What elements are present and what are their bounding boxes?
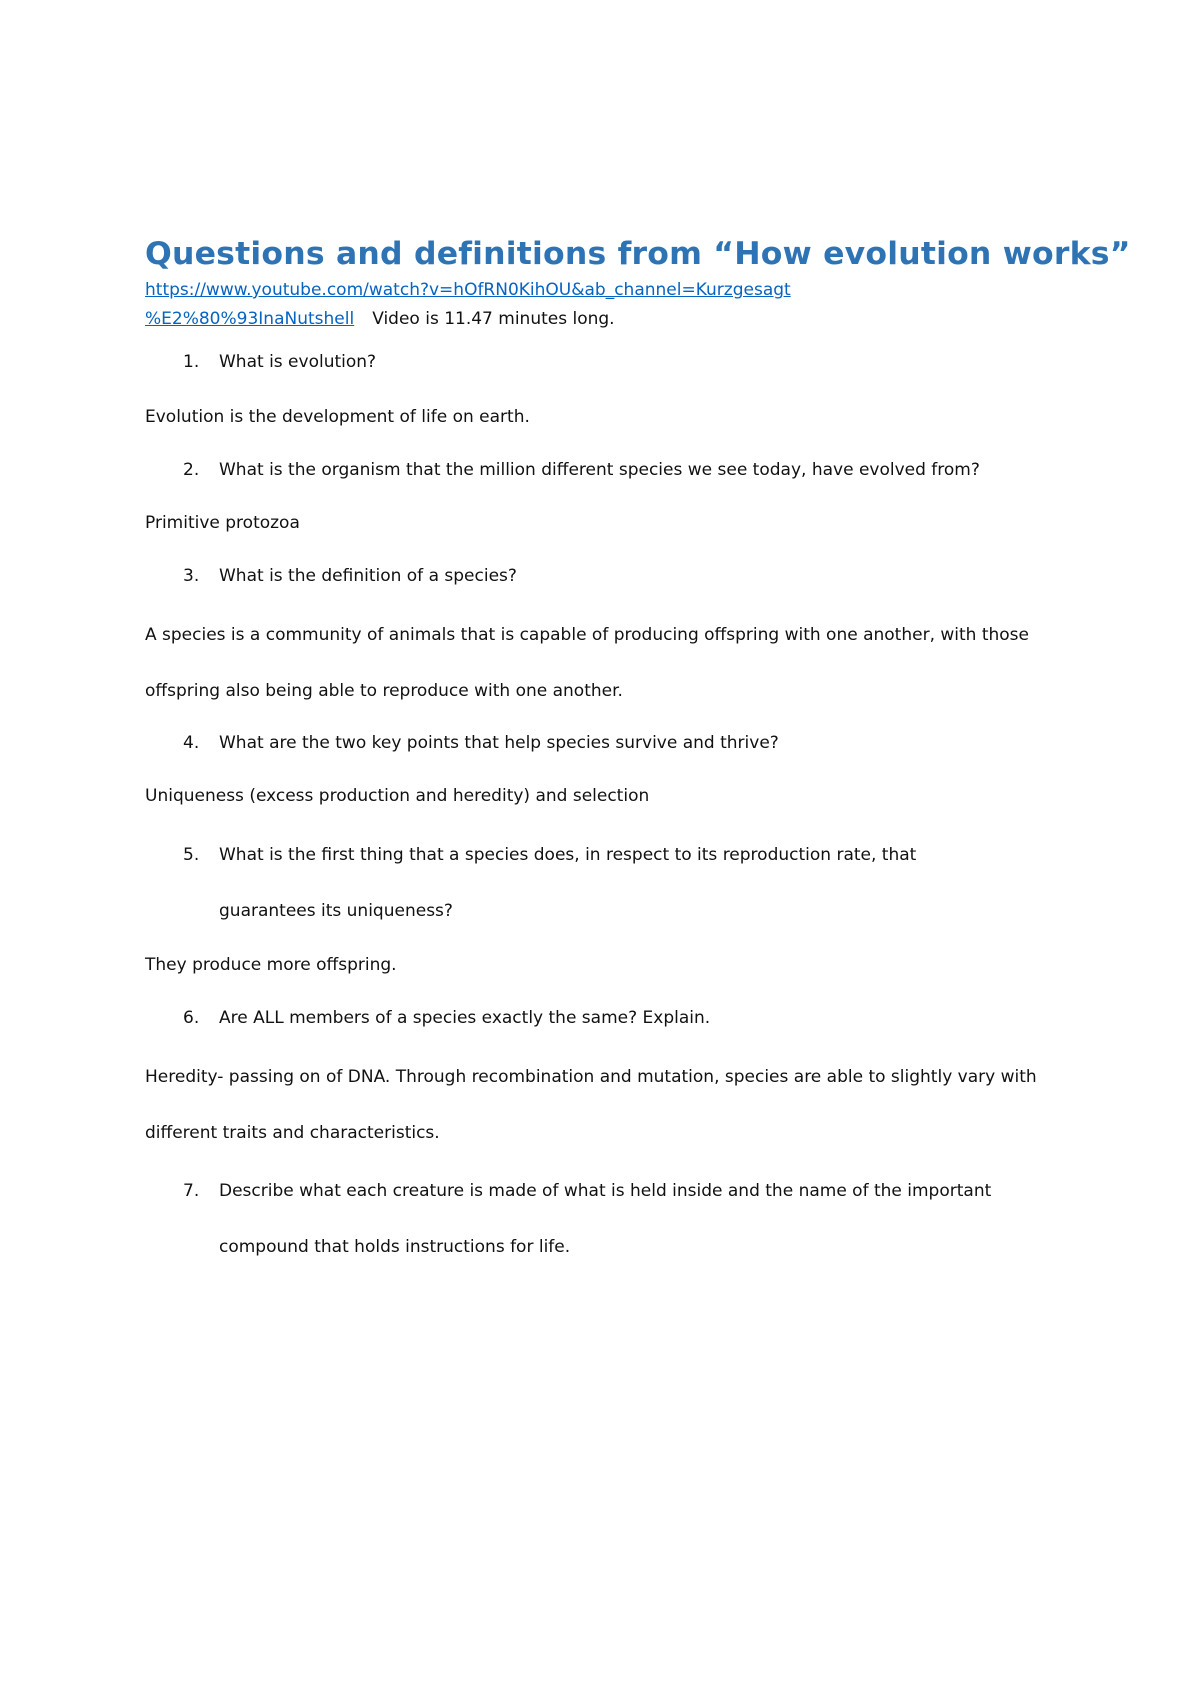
answer-2: Primitive protozoa: [145, 513, 300, 533]
question-number: 2.: [183, 460, 200, 480]
document-body: [145, 232, 1131, 1275]
question-1: [145, 342, 1065, 382]
question-number: 5.: [183, 845, 200, 865]
answer-5: They produce more offspring.: [145, 955, 397, 975]
document-title: Questions and definitions from “How evolution works”: [145, 236, 1131, 272]
answer-4: Uniqueness (excess production and heredity) and selection: [145, 786, 650, 806]
question-6: [145, 996, 1065, 1040]
question-text: What is the first thing that a species does, in respect to its reproduction rate, that guarantees its uniqueness?: [219, 845, 917, 921]
answer-6: Heredity- passing on of DNA. Through recombination and mutation, species are able to slightly vary with different traits and characteristics.: [145, 1067, 1037, 1143]
question-5: [145, 827, 979, 939]
question-number: 1.: [183, 352, 200, 372]
answer-3: A species is a community of animals that is capable of producing offspring with one another, with those offspring also being able to reproduce with one another.: [145, 625, 1029, 701]
question-text: Describe what each creature is made of what is held inside and the name of the important compound that holds instructions for life.: [219, 1181, 992, 1257]
video-link-line-2: [145, 305, 1065, 334]
question-number: 4.: [183, 733, 200, 753]
question-number: 3.: [183, 566, 200, 586]
question-number: 6.: [183, 1008, 200, 1028]
question-text: What is evolution?: [219, 352, 377, 372]
video-link-part-1[interactable]: https://www.youtube.com/watch?v=hOfRN0KihOU&ab_channel=Kurzgesagt: [145, 280, 791, 300]
question-text: What are the two key points that help species survive and thrive?: [219, 733, 779, 753]
question-4: [145, 721, 1065, 765]
question-2: [145, 448, 1065, 492]
question-3: [145, 554, 1065, 598]
video-length-note: Video is 11.47 minutes long.: [372, 309, 615, 329]
question-7: [145, 1163, 1059, 1275]
question-text: What is the definition of a species?: [219, 566, 517, 586]
video-link-part-2[interactable]: %E2%80%93InaNutshell: [145, 309, 355, 329]
question-text: Are ALL members of a species exactly the same? Explain.: [219, 1008, 711, 1028]
question-text: What is the organism that the million different species we see today, have evolved from?: [219, 460, 980, 480]
question-number: 7.: [183, 1181, 200, 1201]
answer-1: Evolution is the development of life on earth.: [145, 407, 530, 427]
video-link-line-1: [145, 276, 1065, 305]
